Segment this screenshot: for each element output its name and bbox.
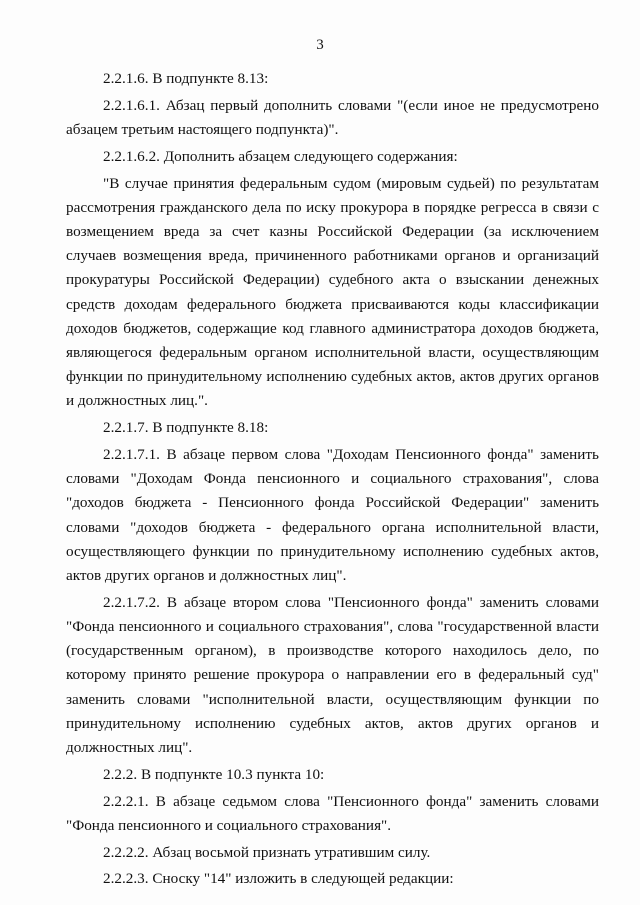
paragraph-2-2-1-7-1: 2.2.1.7.1. В абзаце первом слова "Доходам Пенсионного фонда" заменить словами "Доходам Фонда пенсионного и социального страхования", слова "доходов бюджета - Пенсионного фонда Российской Федерации" заменить словами "доходов бюджета - федерального органа исполнительной власти, осуществляющего функции по принудительному исполнению судебных актов, актов других органов и должностных лиц". [66, 446, 599, 585]
paragraph-2-2-2-1: 2.2.2.1. В абзаце седьмом слова "Пенсионного фонда" заменить словами "Фонда пенсионного и социального страхования". [66, 792, 599, 834]
paragraph-2-2-1-7: 2.2.1.7. В подпункте 8.18: [103, 419, 269, 437]
paragraph-2-2-2-2: 2.2.2.2. Абзац восьмой признать утратившим силу. [103, 843, 431, 861]
paragraph-2-2-1-6: 2.2.1.6. В подпункте 8.13: [103, 70, 269, 87]
page-number: 3 [316, 37, 324, 53]
paragraph-2-2-1-6-1: 2.2.1.6.1. Абзац первый дополнить словами "(если иное не предусмотрено абзацем третьим настоящего подпункта)". [66, 96, 599, 138]
paragraph-2-2-2: 2.2.2. В подпункте 10.3 пункта 10: [103, 765, 325, 783]
paragraph-2-2-1-7-2: 2.2.1.7.2. В абзаце втором слова "Пенсионного фонда" заменить словами "Фонда пенсионного и социального страхования", слова "государственной власти (государственным органом), в производстве которого находилось дело, по которому принято решение прокурора о направлении его в федеральный суд" заменить словами "исполнительной власти, осуществляющим функции по принудительному исполнению судебных актов, актов других органов и должностных лиц". [66, 593, 599, 757]
quoted-paragraph: "В случае принятия федеральным судом (мировым судьей) по результатам рассмотрения гражданского дела по иску прокурора в порядке регресса в связи с возмещением вреда за счет казны Российской Федерации (за исключением случаев возмещения вреда, причиненного работниками органов и организаций прокуратуры Российской Федерации) судебного акта о взыскании денежных средств доходам федерального бюджета присваиваются коды классификации доходов бюджетов, содержащие код главного администратора доходов бюджета, являющегося федеральным органом исполнительной власти, осуществляющим функции по принудительному исполнению судебных актов, актов других органов и должностных лиц.". [66, 174, 599, 410]
document-body [66, 67, 599, 892]
paragraph-2-2-2-3: 2.2.2.3. Сноску "14" изложить в следующей редакции: [103, 870, 454, 888]
paragraph-2-2-1-6-2: 2.2.1.6.2. Дополнить абзацем следующего содержания: [103, 147, 458, 165]
